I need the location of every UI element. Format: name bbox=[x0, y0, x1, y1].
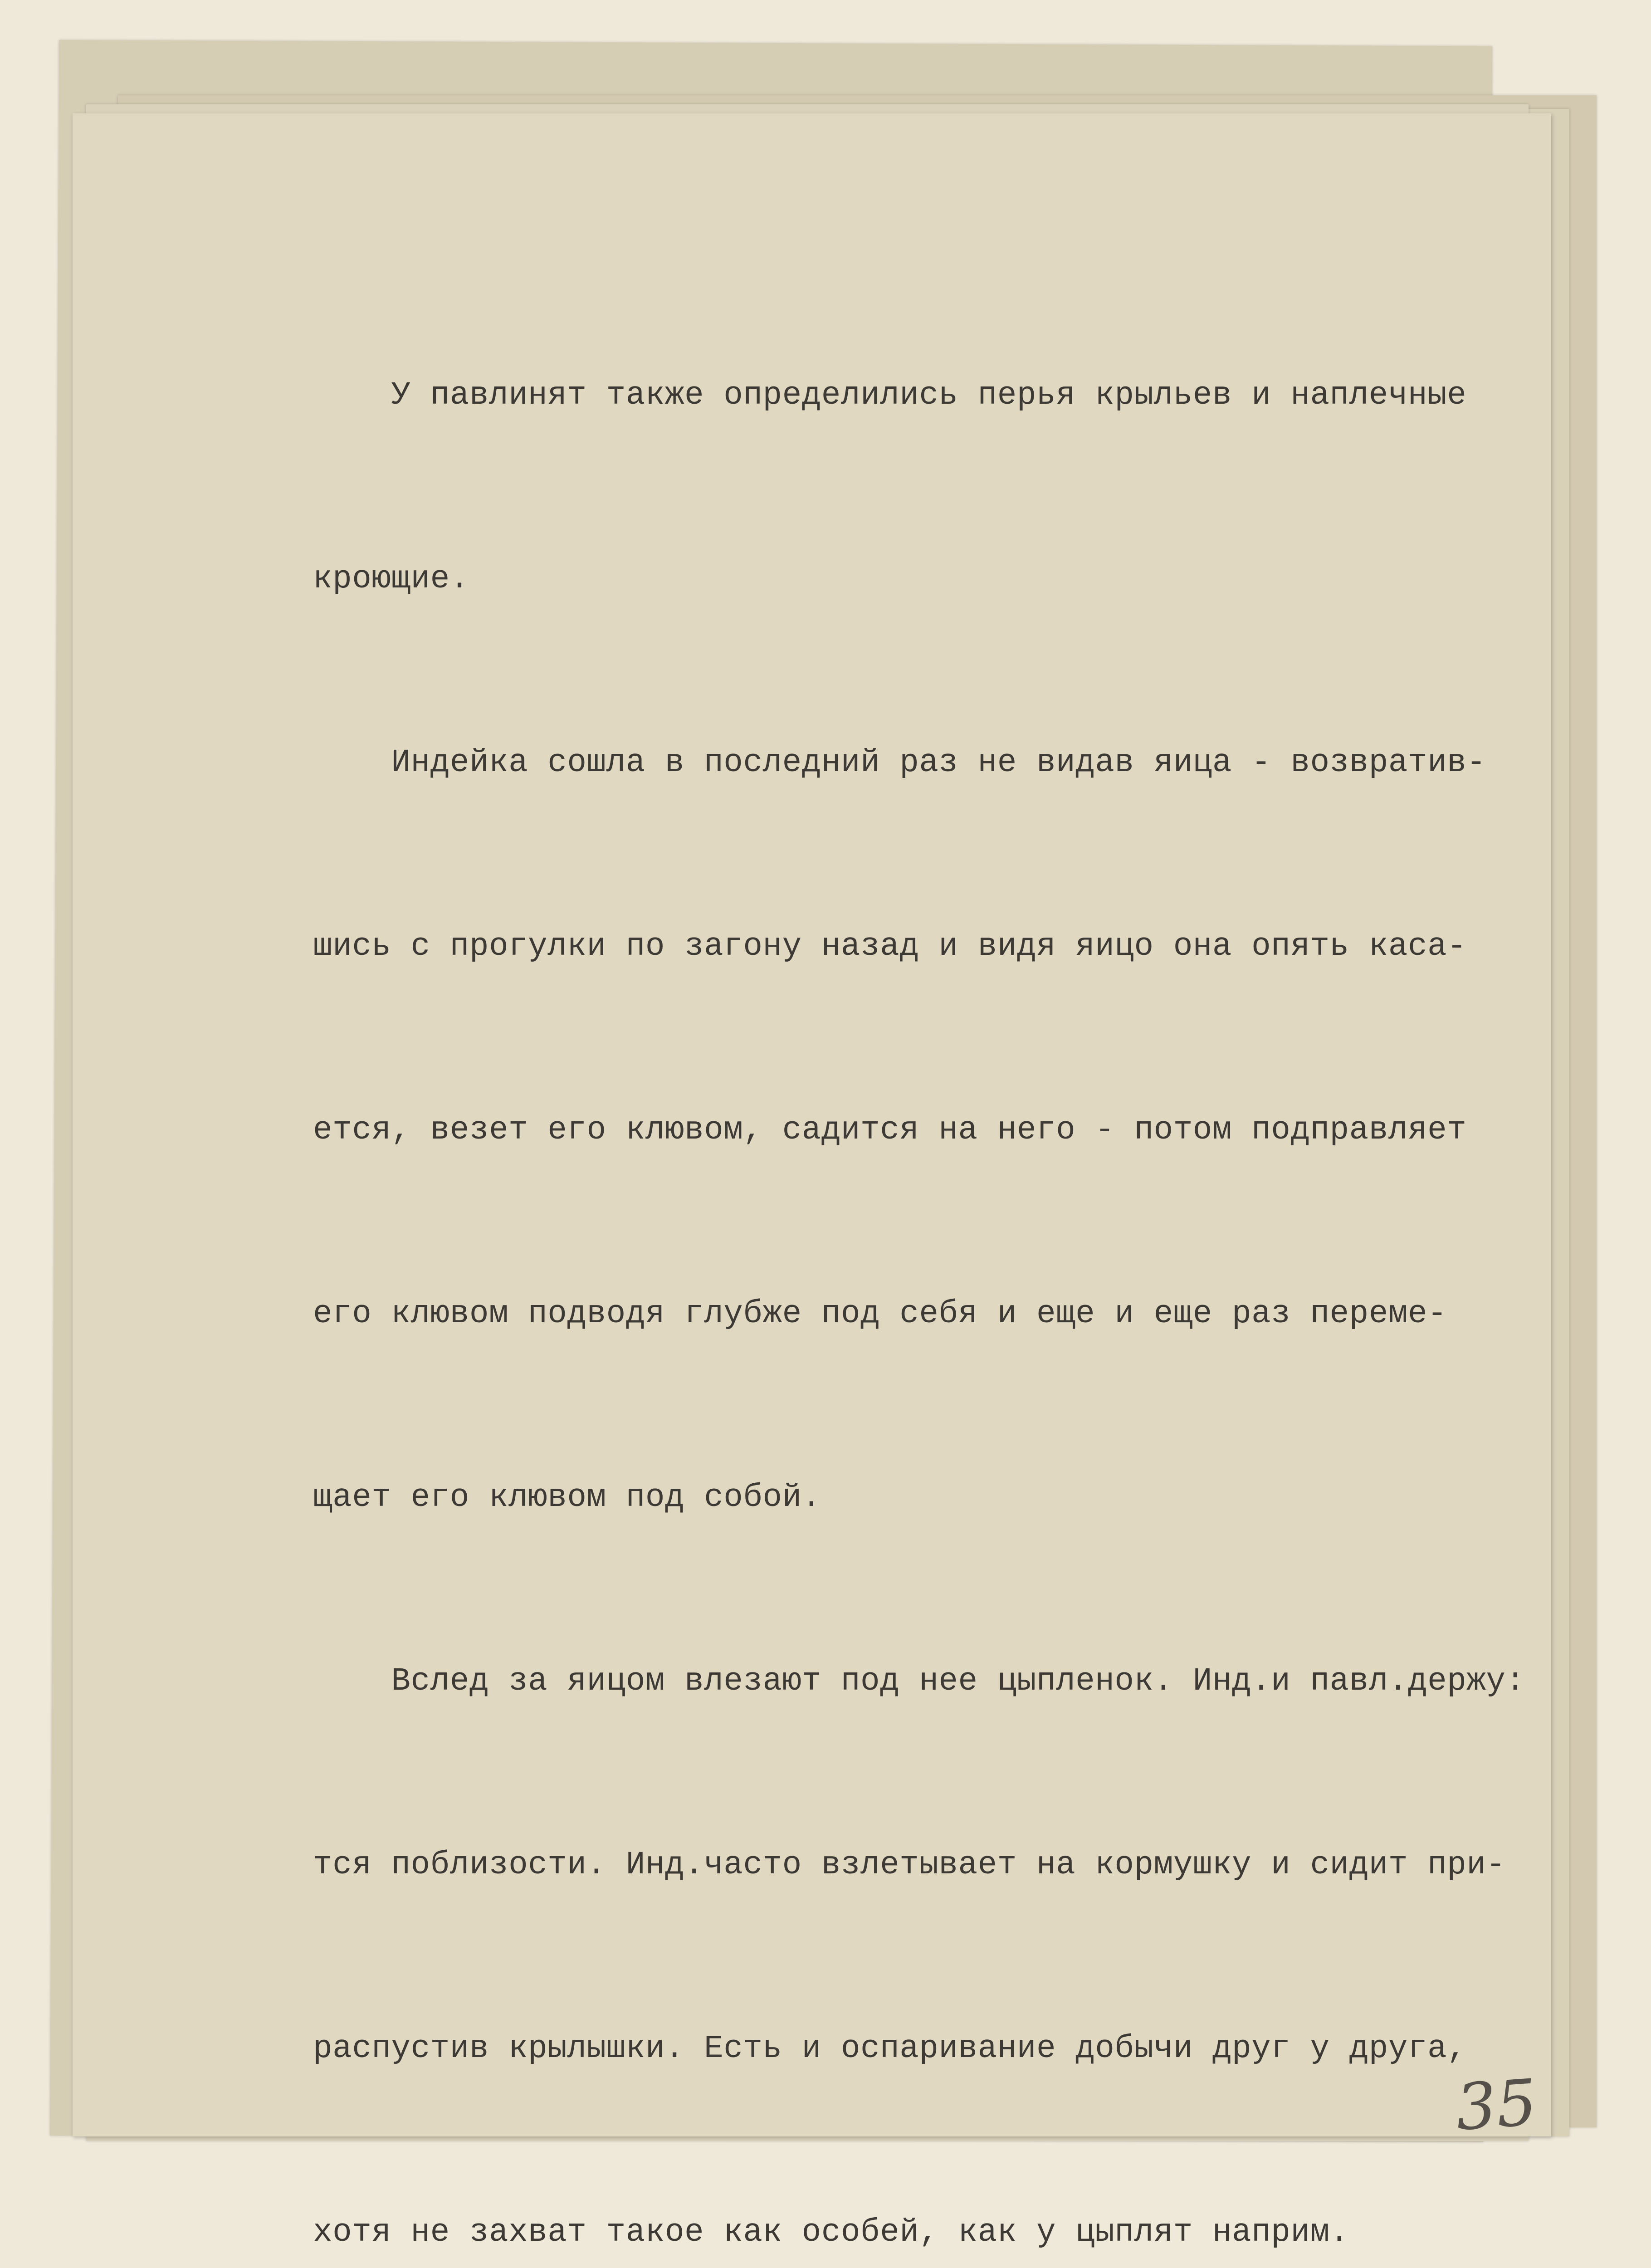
typewritten-text bbox=[313, 243, 1551, 2268]
text-line: щает его клювом под собой. bbox=[313, 1480, 821, 1516]
text-line: тся поблизости. Инд.часто взлетывает на кормушку и сидит при- bbox=[313, 1847, 1506, 1883]
text-line: шись с прогулки по загону назад и видя яицо она опять каса- bbox=[313, 929, 1467, 965]
text-line: У павлинят также определились перья крыльев и наплечные bbox=[313, 377, 1467, 414]
text-line: хотя не захват такое как особей, как у цыплят наприм. bbox=[313, 2214, 1349, 2251]
text-line: Вслед за яицом влезают под нее цыпленок. Инд.и павл.держу: bbox=[313, 1663, 1525, 1700]
text-line: Индейка сошла в последний раз не видав яица - возвратив- bbox=[313, 745, 1486, 781]
handwritten-page-number: 35 bbox=[1453, 2065, 1539, 2146]
text-line: его клювом подводя глубже под себя и еще и еще раз переме- bbox=[313, 1296, 1447, 1332]
text-line: распустив крылышки. Есть и оспаривание добычи друг у друга, bbox=[313, 2031, 1467, 2067]
text-line: кроющие. bbox=[313, 561, 469, 597]
text-line: ется, везет его клювом, садится на него - потом подправляет bbox=[313, 1112, 1467, 1149]
